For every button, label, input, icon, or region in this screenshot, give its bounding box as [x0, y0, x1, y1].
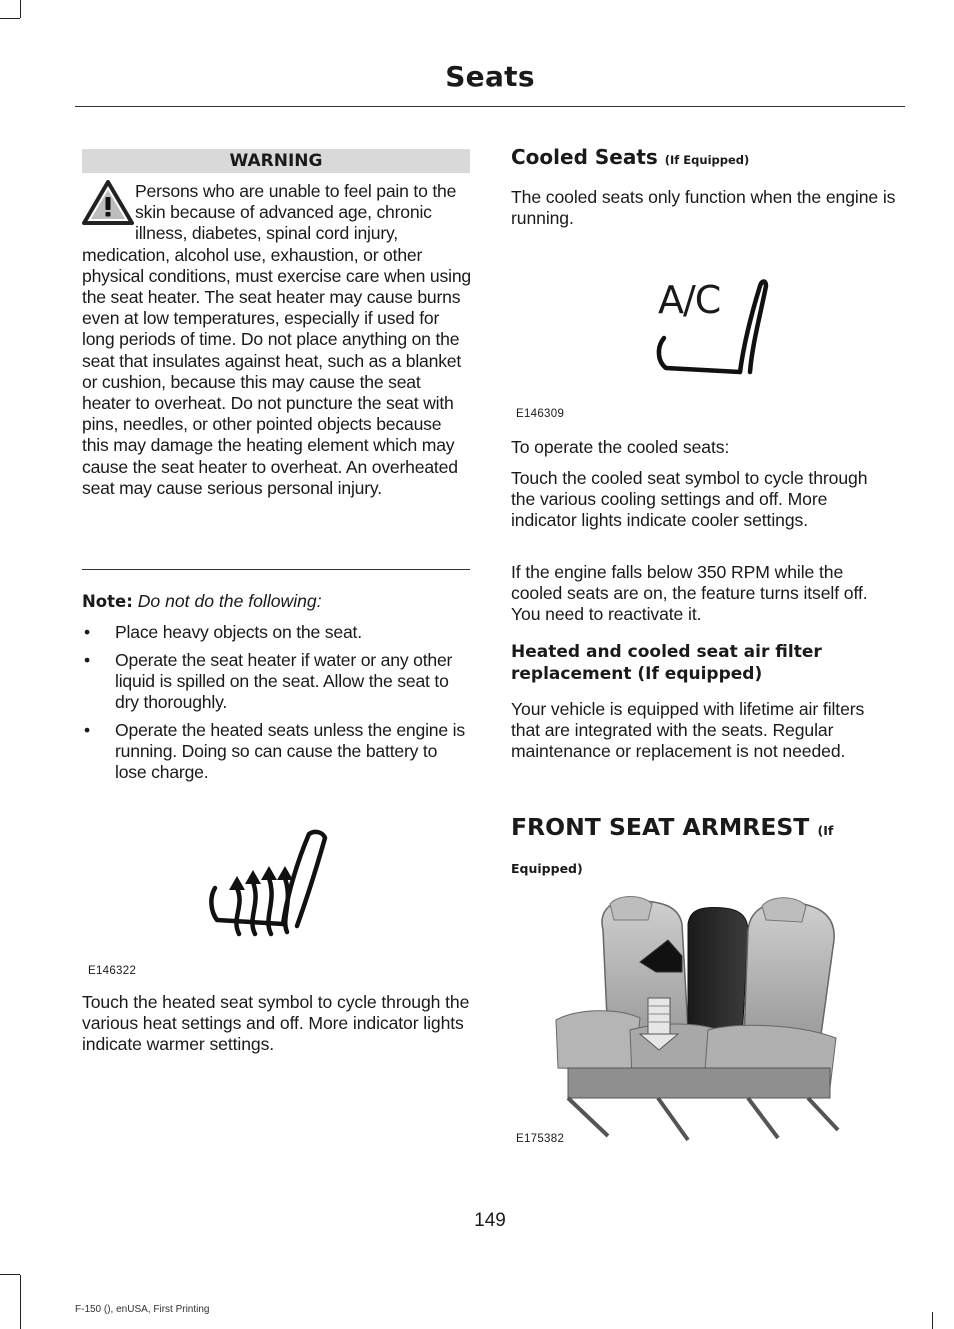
- bullet-text: Place heavy objects on the seat.: [115, 622, 362, 642]
- figure-code: E146322: [88, 965, 137, 977]
- figure-code: E146309: [516, 408, 565, 420]
- heated-seat-icon: [205, 826, 335, 941]
- cooled-heading-text: Cooled Seats: [511, 145, 658, 169]
- crop-mark: [20, 1275, 21, 1329]
- note-label: Note:: [82, 592, 133, 611]
- bullet-marker: •: [84, 622, 90, 642]
- bench-seat-illustration: [548, 890, 842, 1148]
- cooled-seats-heading: [511, 145, 749, 169]
- operate-intro: To operate the cooled seats:: [511, 437, 730, 457]
- page-number: 149: [474, 1210, 506, 1231]
- title-divider: [75, 106, 905, 107]
- heated-paragraph: Touch the heated seat symbol to cycle through the various heat settings and off. More indicator lights indicate warmer settings.: [82, 992, 470, 1055]
- crop-mark: [0, 1274, 20, 1275]
- note: [82, 590, 472, 613]
- warning-divider: [82, 569, 470, 570]
- armrest-heading-text: FRONT SEAT ARMREST: [511, 813, 810, 841]
- note-text: Do not do the following:: [137, 591, 322, 611]
- bullet-text: Operate the seat heater if water or any other liquid is spilled on the seat. Allow the seat to dry thoroughly.: [115, 650, 453, 712]
- bullet-marker: •: [84, 720, 90, 740]
- warning-text: Persons who are unable to feel pain to the skin because of advanced age, chronic illness, diabetes, spinal cord injury, medication, alcohol use, exhaustion, or other physical conditions, must exercise care when using the seat heater. The seat heater may cause burns even at low temperatures, especially if used for long periods of time. Do not place anything on the seat that insulates against heat, such as a blanket or cushion, because this may cause the seat heater to overheat. Do not puncture the seat with pins, needles, or other pointed objects because this may damage the heating element which may cause the seat heater to overheat. An overheated seat may cause serious personal injury.: [82, 181, 471, 498]
- cooled-intro: The cooled seats only function when the engine is running.: [511, 187, 896, 229]
- list-item: [82, 650, 472, 713]
- printing-footer: F-150 (), enUSA, First Printing: [75, 1304, 210, 1315]
- operate-paragraph: Touch the cooled seat symbol to cycle through the various cooling settings and off. More indicator lights indicate cooler settings.: [511, 468, 868, 531]
- page-title: Seats: [445, 60, 535, 93]
- armrest-heading: [511, 810, 896, 886]
- bullet-list: [82, 622, 472, 790]
- filter-paragraph: Your vehicle is equipped with lifetime air filters that are integrated with the seats. Regular maintenance or replacement is not needed.: [511, 699, 865, 762]
- crop-mark: [932, 1312, 933, 1329]
- warning-banner: WARNING: [82, 149, 470, 173]
- bullet-text: Operate the heated seats unless the engine is running. Doing so can cause the battery to lose charge.: [115, 720, 465, 782]
- crop-mark: [20, 0, 21, 18]
- figure-code: E175382: [516, 1133, 565, 1145]
- rpm-paragraph: If the engine falls below 350 RPM while the cooled seats are on, the feature turns itself off. You need to reactivate it.: [511, 562, 868, 625]
- list-item: [82, 720, 472, 783]
- armrest-heading-suffix: (If Equipped): [511, 823, 834, 876]
- filter-heading: Heated and cooled seat air filter replacement (If equipped): [511, 642, 822, 684]
- ac-symbol-text: A/C: [658, 278, 721, 322]
- crop-mark: [0, 18, 20, 19]
- bullet-marker: •: [84, 650, 90, 670]
- cooled-seat-icon: [652, 276, 770, 376]
- list-item: [82, 622, 472, 643]
- cooled-heading-suffix: (If Equipped): [664, 153, 750, 167]
